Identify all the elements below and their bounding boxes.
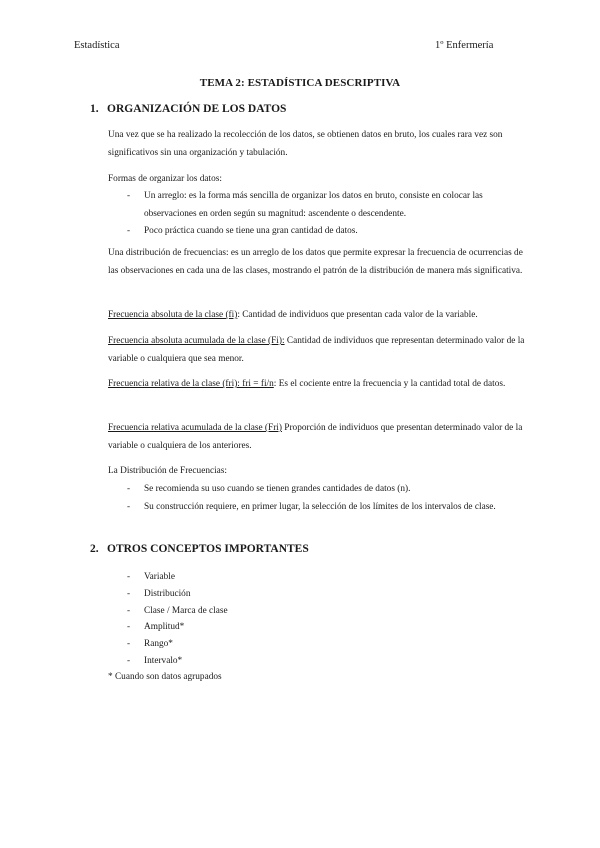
footnote: * Cuando son datos agrupados — [108, 672, 222, 682]
formas-label: Formas de organizar los datos: — [108, 174, 222, 184]
distrib-label: La Distribución de Frecuencias: — [108, 466, 228, 476]
concepts-list — [108, 569, 526, 670]
definition-term: Frecuencia absoluta acumulada de la clase (Fi): — [108, 336, 285, 346]
section-1-intro: Una vez que se ha realizado la recolección de los datos, se obtienen datos en bruto, los cuales rara vez son significativos sin una organización y tabulación. — [108, 130, 503, 158]
distrib-item-text: Su construcción requiere, en primer lugar, la selección de los límites de los intervalos de clase. — [144, 501, 496, 512]
definition-term: Frecuencia absoluta de la clase (fi) — [108, 310, 238, 320]
list-item: - Intervalo* — [127, 655, 183, 666]
concept-text: Intervalo* — [144, 655, 183, 666]
concept-text: Clase / Marca de clase — [144, 605, 228, 616]
definition-text: Cantidad de individuos que representan determinado valor de la variable o cualquiera que sea menor. — [108, 336, 525, 364]
section-1-number: 1. — [90, 103, 99, 115]
list-item: - Un arreglo: es la forma más sencilla de organizar los datos en bruto, consiste en colocar las observaciones en orden según su magnitud: ascendente o descendente. — [127, 191, 483, 219]
list-item: - Distribución — [127, 588, 191, 599]
list-item: - Amplitud* — [127, 622, 185, 633]
list-item: - Variable — [127, 572, 175, 582]
section-2-number: 2. — [90, 543, 99, 555]
header-subject: Estadística — [74, 40, 120, 51]
document-title: TEMA 2: ESTADÍSTICA DESCRIPTIVA — [199, 77, 401, 89]
distrib-item-text: Se recomienda su uso cuando se tienen grandes cantidades de datos (n). — [144, 484, 411, 494]
section-2-title: OTROS CONCEPTOS IMPORTANTES — [107, 543, 309, 555]
list-item: - Poco práctica cuando se tiene una gran cantidad de datos. — [127, 226, 358, 236]
definition-Fi — [108, 333, 526, 368]
list-item: - Se recomienda su uso cuando se tienen grandes cantidades de datos (n). — [127, 484, 411, 494]
formas-item-text: Un arreglo: es la forma más sencilla de organizar los datos en bruto, consiste en colocar las observaciones en orden según su magnitud: ascendente o descendente. — [144, 191, 483, 219]
list-item: - Rango* — [127, 639, 173, 650]
list-item: - Clase / Marca de clase — [127, 605, 228, 616]
section-1-title: ORGANIZACIÓN DE LOS DATOS — [107, 103, 287, 115]
list-item: - Su construcción requiere, en primer lugar, la selección de los límites de los intervalos de clase. — [127, 501, 496, 512]
definition-term: Frecuencia relativa de la clase (fri): fri = fi/n — [108, 379, 274, 389]
definition-text: Proporción de individuos que presentan determinado valor de la variable o cualquiera de los anteriores. — [108, 423, 523, 451]
section-2-heading — [90, 543, 309, 555]
concept-text: Variable — [144, 572, 175, 582]
concept-text: Distribución — [144, 588, 191, 599]
definition-text: : Cantidad de individuos que presentan cada valor de la variable. — [237, 310, 478, 320]
definition-term: Frecuencia relativa acumulada de la clase (Fri) — [108, 423, 282, 433]
distrib-list — [108, 481, 526, 516]
distribucion-paragraph: Una distribución de frecuencias: es un arreglo de los datos que permite expresar la frecuencia de ocurrencias de las observaciones en cada una de las clases, mostrando el patrón de la distribución de manera más significativa. — [108, 248, 523, 276]
definition-fi — [108, 307, 526, 325]
definition-Fri — [108, 420, 526, 455]
concept-text: Amplitud* — [144, 622, 185, 633]
formas-list — [108, 188, 526, 241]
definition-text: : Es el cociente entre la frecuencia y la cantidad total de datos. — [273, 379, 506, 389]
concept-text: Rango* — [144, 639, 173, 650]
definition-fri — [108, 376, 526, 394]
formas-item-text: Poco práctica cuando se tiene una gran cantidad de datos. — [144, 226, 358, 236]
header-course: 1º Enfermería — [435, 40, 494, 51]
section-1-heading — [90, 103, 286, 115]
